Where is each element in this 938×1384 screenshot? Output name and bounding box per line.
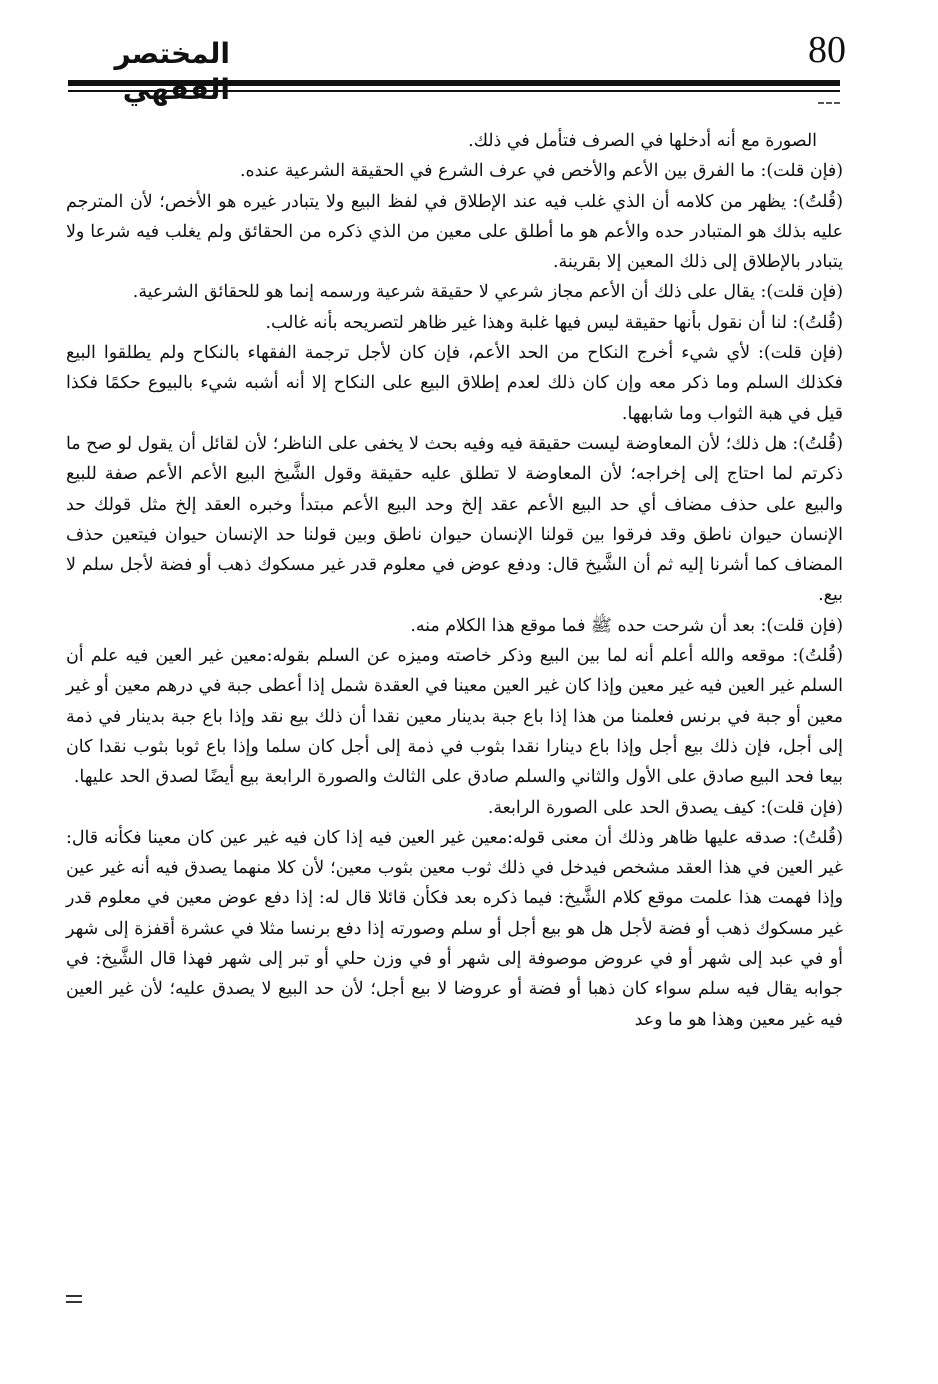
paragraph: (قُلتُ): هل ذلك؛ لأن المعاوضة ليست حقيقة فيه وفيه بحث لا يخفى على الناظر؛ لأن لقائل أن يقول لو صح ما ذكرتم لما احتاج إلى إخراجه؛ لأن المعاوضة لا تطلق عليه حقيقة وقول الشَّيخ البيع الأعم الأعم صفة للبيع والبيع على حذف مضاف أي حد البيع الأعم عقد إلخ وحد البيع الأعم مبتدأ وخبره العقد إلخ مثل قولك حد الإنسان حيوان ناطق وقد فرقوا بين قولنا الإنسان حيوان ناطق وبين قولنا حد الإنسان حيوان فيتعين حذف المضاف كما أشرنا إليه ثم أن الشَّيخ قال: ودفع عوض في معلوم قدر غير مسكوك ذهب أو فضة لأجل سلم لا بيع. [66,433,843,606]
page-number: 80 [808,29,846,71]
header-rule-thick [68,80,840,86]
paragraph: (قُلتُ): يظهر من كلامه أن الذي غلب فيه عند الإطلاق في لفظ البيع ولا يتبادر غيره هو الأخص؛ لأن المترجم عليه بذلك هو المتبادر حده والأعم هو ما أطلق على معين من الذي ذكره من الحقائق ولم يغلب فيه شرعا ولا يتبادر بالإطلاق إلى ذلك المعين إلا بقرينة. [66,191,843,273]
paragraph: (قُلتُ): صدقه عليها ظاهر وذلك أن معنى قوله:معين غير العين فيه إذا كان فيه غير عين كان معينا فكأنه قال: غير العين في هذا العقد مشخص فيدخل في ذلك ثوب معين بثوب معين؛ لأن كلا منهما يصدق فيه أنه غير عين وإذا فهمت هذا علمت موقع كلام الشَّيخ: فيما ذكره بعد فكأن قائلا قال له: إذا دفع عوض معين في معلوم قدر غير مسكوك ذهب أو فضة لأجل هل هو بيع أجل أو سلم وصورته إذا دفع برنسا مثلا في عشرة أقفزة إلى شهر أو في عبد إلى شهر أو في عروض موصوفة إلى شهر أو في وزن حلي أو تبر إلى شهر فهذا قال الشَّيخ: في جوابه يقال فيه سلم سواء كان ذهبا أو فضة أو عروضا لا بيع أجل؛ لأن حد البيع لا يصدق عليه؛ لأن غير العين فيه غير معين وهذا هو ما وعد [66,827,843,1030]
paragraph: الصورة مع أنه أدخلها في الصرف فتأمل في ذلك. [468,131,817,151]
paragraph: (فإن قلت): لأي شيء أخرج النكاح من الحد الأعم، فإن كان لأجل ترجمة الفقهاء بالنكاح ولم يطلقوا البيع فكذلك السلم وما ذكر معه وإن كان ذلك لعدم إطلاق البيع على النكاح إلا أنه أشبه شيء بالبيوع حكمًا فكذا قيل في هبة الثواب وما شابهها. [66,343,843,424]
book-title: المختصر [114,37,230,70]
paragraph: (فإن قلت): بعد أن شرحت حده ﷺ فما موقع هذا الكلام منه. [410,615,843,636]
body-text [66,126,843,1035]
paragraph: (قُلتُ): لنا أن نقول بأنها حقيقة ليس فيها غلبة وهذا غير ظاهر لتصريحه بأنه غالب. [265,312,843,333]
header-rule-dash [818,102,840,104]
paragraph: (فإن قلت): ما الفرق بين الأعم والأخص في عرف الشرع في الحقيقة الشرعية عنده. [239,161,843,182]
header-rule-thin [68,90,840,92]
paragraph: (فإن قلت): كيف يصدق الحد على الصورة الرابعة. [487,797,843,818]
paragraph: (قُلتُ): موقعه والله أعلم أنه لما بين البيع وذكر خاصته وميزه عن السلم بقوله:معين غير العين فيه علم أن السلم غير العين فيه غير معين وإذا كان غير العين معينا في العقدة شمل إذا أعطى جبة في درهم معين أو غير معين أو جبة في برنس فعلمنا من هذا إذا باع جبة بدينار معين نقدا أن ذلك بيع نقد وإذا باع جبة بدينار في ذمة إلى أجل، فإن ذلك بيع أجل وإذا باع دينارا نقدا بثوب في ذمة إلى أجل كان سلما وإذا باع ثوبا بثوب نقدا كان بيعا فحد البيع صادق على الأول والثاني والسلم صادق على الثالث والصورة الرابعة بيع أيضًا لصدق الحد عليها. [66,646,843,788]
paragraph: (فإن قلت): يقال على ذلك أن الأعم مجاز شرعي لا حقيقة شرعية ورسمه إنما هو للحقائق الشرعية. [132,282,843,303]
catchword-mark [66,1295,82,1303]
